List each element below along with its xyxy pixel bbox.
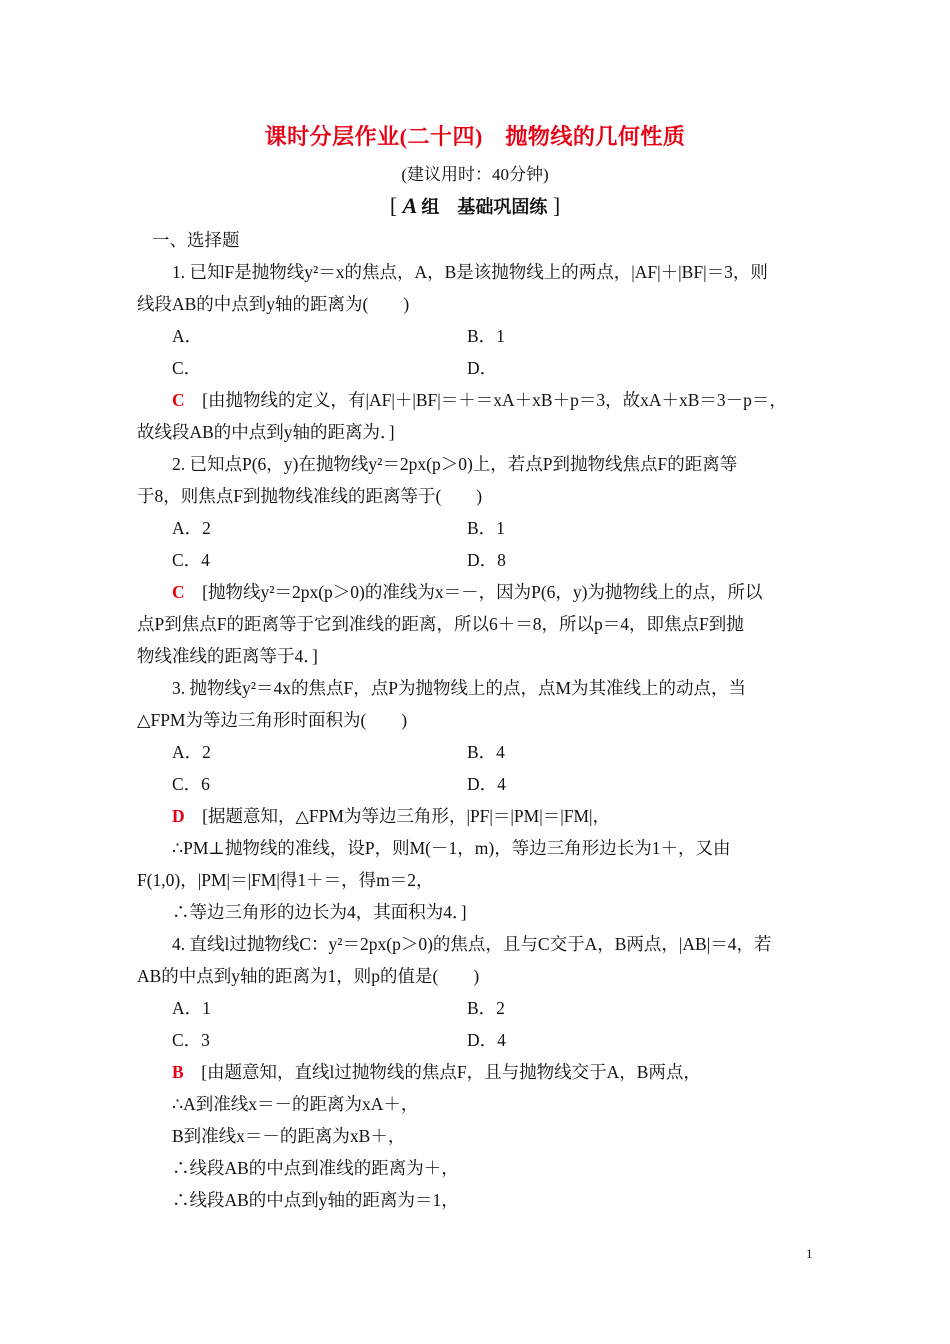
line-text: D．4 <box>467 774 506 794</box>
line-text: [据题意知，△FPM为等边三角形，|PF|＝|PM|＝|FM|， <box>202 806 611 826</box>
line-text: B．1 <box>467 326 505 346</box>
line-text: 3. 抛物线y²＝4x的焦点F，点P为抛物线上的点，点M为其准线上的动点，当 <box>172 678 747 698</box>
text-line <box>467 516 950 540</box>
answer-letter: B <box>172 1062 202 1082</box>
text-line <box>172 1060 852 1084</box>
answer-letter: C <box>172 390 203 410</box>
text-line <box>172 804 852 828</box>
text-line <box>172 836 852 860</box>
group-label: 组 基础巩固练 <box>421 197 548 217</box>
text-line <box>137 644 817 668</box>
line-text: A．2 <box>172 518 211 538</box>
line-text: [由抛物线的定义，有|AF|＋|BF|＝＋＝xA＋xB＋p＝3，故xA＋xB＝3－p＝， <box>202 390 787 410</box>
line-text: 2. 已知点P(6，y)在抛物线y²＝2px(p＞0)上，若点P到抛物线焦点F的距离等 <box>172 454 738 474</box>
line-text: △FPM为等边三角形时面积为( ) <box>137 710 408 730</box>
line-text: 线段AB的中点到y轴的距离为( ) <box>137 294 410 314</box>
text-line <box>137 964 817 988</box>
text-line <box>172 388 852 412</box>
text-line <box>467 356 950 380</box>
line-text: 1. 已知F是抛物线y²＝x的焦点，A，B是该抛物线上的两点，|AF|＋|BF|＝3，则 <box>172 262 768 282</box>
answer-letter: D <box>172 806 203 826</box>
line-text: 于8，则焦点F到抛物线准线的距离等于( ) <box>137 486 483 506</box>
line-text: B．4 <box>467 742 505 762</box>
line-text: AB的中点到y轴的距离为1，则p的值是( ) <box>137 966 480 986</box>
line-text: [抛物线y²＝2px(p＞0)的准线为x＝－，因为P(6，y)为抛物线上的点，所以 <box>202 582 763 602</box>
text-line <box>172 932 852 956</box>
section-heading: 一、选择题 <box>152 230 240 250</box>
line-text: C．6 <box>172 774 210 794</box>
text-line <box>137 612 817 636</box>
line-text: 物线准线的距离等于4．] <box>137 646 318 666</box>
text-line <box>137 420 817 444</box>
group-heading: [ A 组 基础巩固练 ] <box>389 193 561 218</box>
text-line <box>172 260 852 284</box>
line-text: C． <box>172 358 202 378</box>
text-line <box>467 1028 950 1052</box>
text-line <box>172 900 852 924</box>
line-text: ∴线段AB的中点到y轴的距离为＝1， <box>172 1190 459 1210</box>
text-line <box>172 1124 852 1148</box>
line-text: B．2 <box>467 998 505 1018</box>
group-letter-icon: A <box>402 193 418 218</box>
text-line <box>172 1156 852 1180</box>
text-line <box>137 868 817 892</box>
line-text: ∴线段AB的中点到准线的距离为＋， <box>172 1158 459 1178</box>
line-text: [由题意知，直线l过抛物线的焦点F，且与抛物线交于A，B两点， <box>201 1062 701 1082</box>
line-text: C．3 <box>172 1030 210 1050</box>
text-line <box>137 708 817 732</box>
line-text: 故线段AB的中点到y轴的距离为．] <box>137 422 395 442</box>
line-text: D．4 <box>467 1030 506 1050</box>
text-line <box>172 1188 852 1212</box>
text-line <box>172 1092 852 1116</box>
line-text: B到准线x＝－的距离为xB＋， <box>172 1126 406 1146</box>
text-line <box>172 452 852 476</box>
line-text: B．1 <box>467 518 505 538</box>
page-number: 1 <box>806 1246 813 1261</box>
text-line <box>172 676 852 700</box>
text-line <box>172 580 852 604</box>
text-line <box>137 292 817 316</box>
line-text: F(1,0)，|PM|＝|FM|得1＋＝，得m＝2， <box>137 870 434 890</box>
text-line <box>467 548 950 572</box>
text-line <box>467 996 950 1020</box>
text-line <box>137 484 817 508</box>
line-text: ∴A到准线x＝－的距离为xA＋， <box>172 1094 419 1114</box>
text-line <box>467 772 950 796</box>
text-line <box>467 740 950 764</box>
page-subtitle: (建议用时：40分钟) <box>401 165 549 184</box>
line-text: ∴PM⊥抛物线的准线，设P，则M(－1，m)，等边三角形边长为1＋，又由 <box>172 838 731 858</box>
text-line <box>467 324 950 348</box>
line-text: ∴等边三角形的边长为4，其面积为4．] <box>172 902 467 922</box>
answer-letter: C <box>172 582 203 602</box>
line-text: A． <box>172 326 203 346</box>
line-text: A．2 <box>172 742 211 762</box>
page-title: 课时分层作业(二十四) 抛物线的几何性质 <box>264 124 686 149</box>
line-text: 4. 直线l过抛物线C：y²＝2px(p＞0)的焦点，且与C交于A，B两点，|AB|＝4，若 <box>172 934 772 954</box>
line-text: 点P到焦点F的距离等于它到准线的距离，所以6＋＝8，所以p＝4，即焦点F到抛 <box>137 614 744 634</box>
line-text: D． <box>467 358 498 378</box>
line-text: A．1 <box>172 998 211 1018</box>
line-text: C．4 <box>172 550 210 570</box>
line-text: D．8 <box>467 550 506 570</box>
